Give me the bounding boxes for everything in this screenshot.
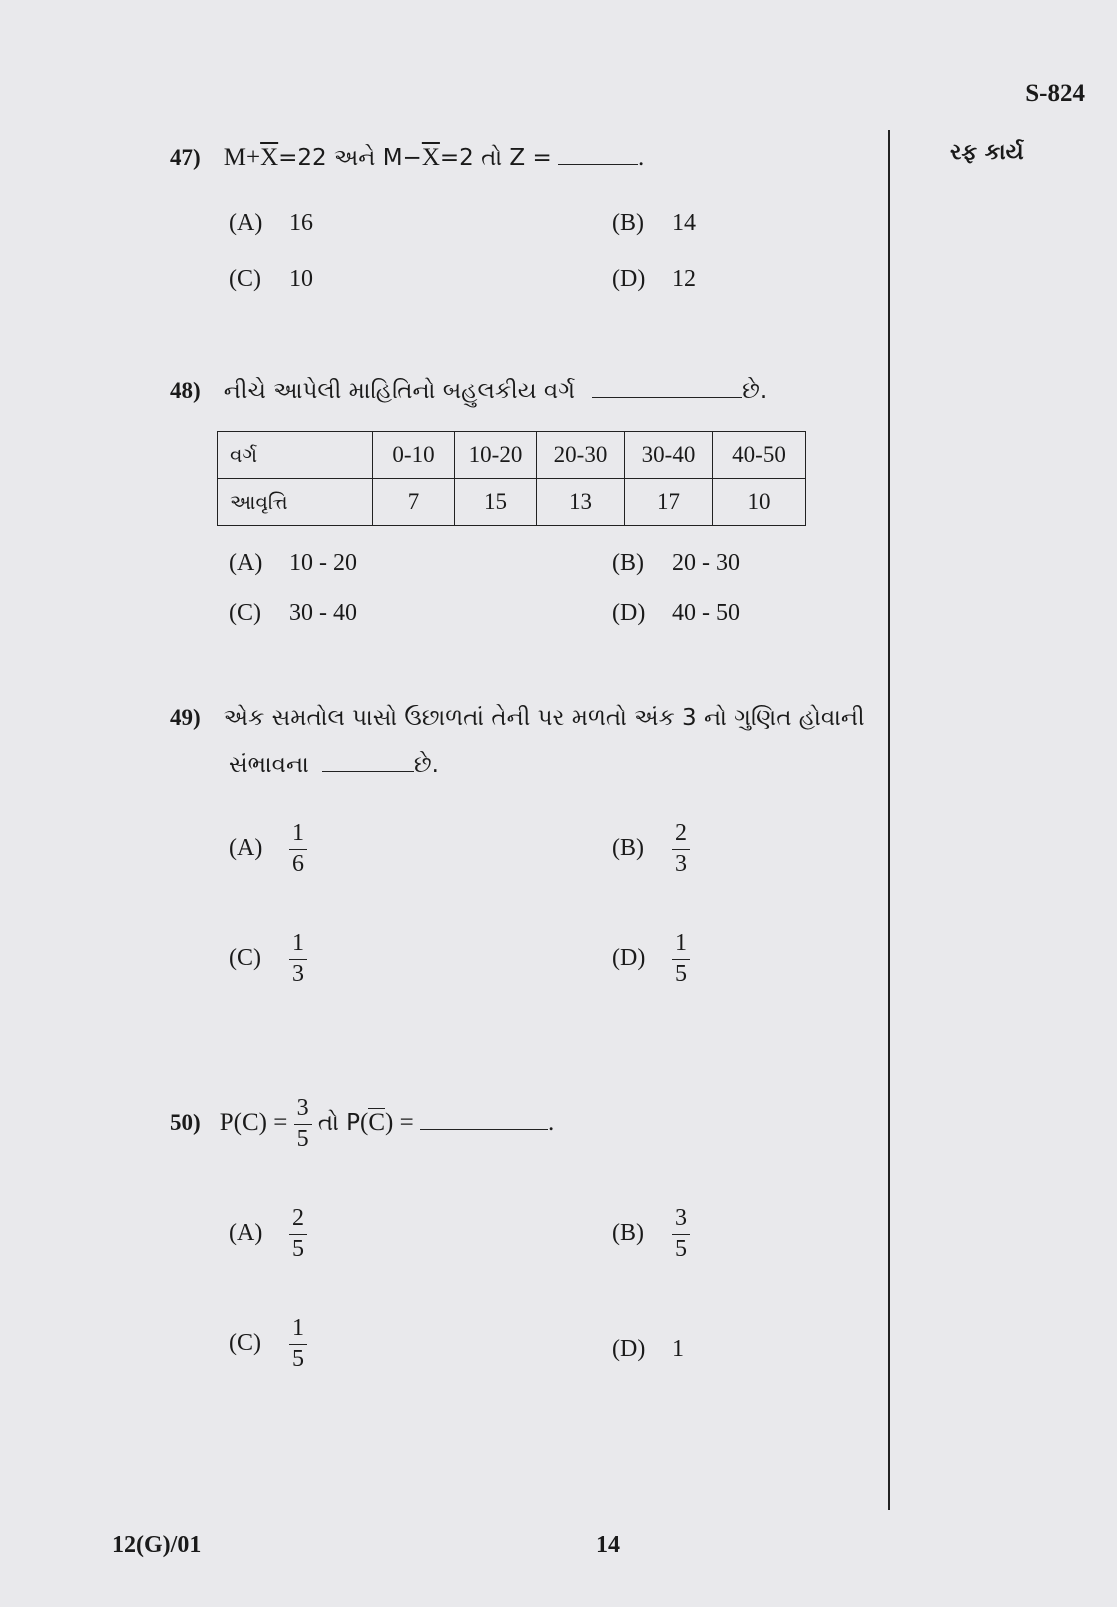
option-c: (C) 30 - 40 (229, 600, 357, 626)
table-cell: 7 (373, 479, 455, 526)
question-number: 49) (170, 705, 201, 730)
footer-code: 12(G)/01 (112, 1532, 202, 1558)
question-text: નીચે આપેલી માહિતિનો બહુલકીય વર્ગ (223, 378, 576, 404)
option-c: (C) 10 (229, 266, 313, 292)
option-a: (A) $\frac{2}{5}$ (229, 1205, 307, 1263)
answer-blank (420, 1129, 548, 1130)
table-cell: વર્ગ (218, 432, 373, 479)
table-cell: 13 (537, 479, 625, 526)
option-b: (B) $\frac{2}{3}$ (612, 820, 690, 878)
option-d: (D) 40 - 50 (612, 600, 740, 626)
option-a: (A) 10 - 20 (229, 550, 357, 576)
question-50: 50) P(C) = $\frac{3}{5}$ તો P(C) = . (170, 1095, 555, 1152)
option-b: (B) $\frac{3}{5}$ (612, 1205, 690, 1263)
table-cell: 15 (455, 479, 537, 526)
answer-blank (592, 397, 742, 398)
option-b: (B) 20 - 30 (612, 550, 740, 576)
question-number: 47) (170, 145, 201, 170)
table-row (218, 432, 806, 479)
question-text: $M+\overline{X}=22$ અને $M-\overline{X}=2$ તો Z = (223, 144, 552, 171)
question-text: એક સમતોલ પાસો ઉછાળતાં તેની પર મળતો અંક 3 નો ગુણિત હોવાની (223, 705, 865, 731)
table-cell: 10-20 (455, 432, 537, 479)
rough-work-label: રફ કાર્ય (950, 140, 1024, 165)
table-cell: 30-40 (625, 432, 713, 479)
answer-blank (558, 164, 638, 165)
option-b: (B) 14 (612, 210, 696, 236)
answer-blank (322, 771, 414, 772)
table-row (218, 479, 806, 526)
question-49 (170, 705, 865, 731)
option-a: (A) 16 (229, 210, 313, 236)
question-49-line2: સંભાવના છે. (229, 752, 439, 778)
question-47: 47) $M+\overline{X}=22$ અને $M-\overline{X}=2$ તો Z = . (170, 144, 645, 171)
table-cell: 40-50 (713, 432, 806, 479)
table-cell: 17 (625, 479, 713, 526)
option-d: (D) 12 (612, 266, 696, 292)
table-cell: 20-30 (537, 432, 625, 479)
margin-divider (888, 130, 890, 1510)
question-text: P(C) = $\frac{3}{5}$ તો P(C) = (219, 1095, 414, 1152)
table-cell: 0-10 (373, 432, 455, 479)
question-number: 50) (170, 1109, 201, 1135)
option-c: (C) $\frac{1}{5}$ (229, 1315, 307, 1373)
frequency-table (217, 431, 806, 526)
option-d: (D) $\frac{1}{5}$ (612, 930, 690, 988)
question-number: 48) (170, 378, 201, 403)
paper-code: S-824 (1025, 80, 1085, 107)
table-cell: 10 (713, 479, 806, 526)
question-48: 48) નીચે આપેલી માહિતિનો બહુલકીય વર્ગ છે. (170, 378, 768, 404)
option-c: (C) $\frac{1}{3}$ (229, 930, 307, 988)
table-cell: આવૃત્તિ (218, 479, 373, 526)
option-a: (A) $\frac{1}{6}$ (229, 820, 307, 878)
option-d: (D) 1 (612, 1336, 684, 1362)
page-number: 14 (596, 1532, 620, 1558)
